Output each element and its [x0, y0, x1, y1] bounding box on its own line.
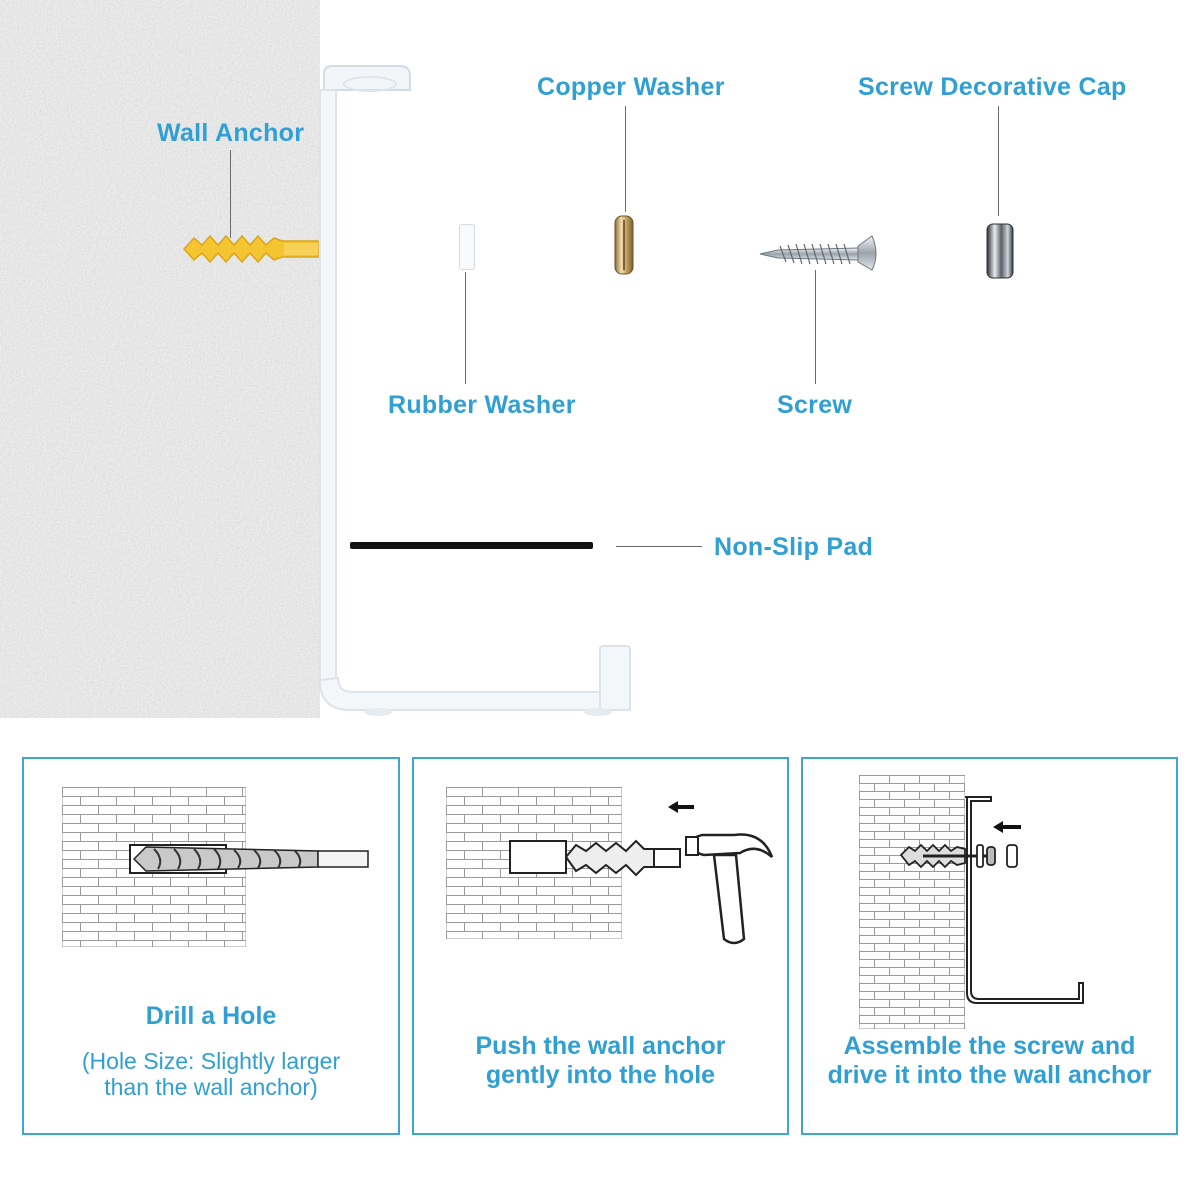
wall-anchor-label: Wall Anchor — [157, 119, 305, 147]
screw-label: Screw — [777, 391, 853, 419]
step-1-title: Drill a Hole — [145, 1002, 277, 1030]
step-3-panel — [801, 757, 1178, 1135]
step-2-title-line2: gently into the hole — [485, 1061, 716, 1089]
non-slip-pad-label: Non-Slip Pad — [714, 533, 874, 561]
bracket-screw-icon — [893, 793, 1093, 1009]
push-arrow-icon — [666, 799, 696, 815]
screw-icon — [758, 232, 884, 272]
hammer-icon — [684, 829, 784, 949]
copper-washer-leader — [625, 106, 626, 212]
non-slip-pad-leader — [616, 546, 702, 547]
step-2-title-line1: Push the wall anchor — [475, 1032, 726, 1060]
step-1-panel — [22, 757, 400, 1135]
wall-texture — [0, 0, 320, 718]
rubber-washer-leader — [465, 272, 466, 384]
step-3-title-line2: drive it into the wall anchor — [827, 1061, 1152, 1089]
anchor-insert-icon — [508, 835, 698, 881]
step-1-note-line1: (Hole Size: Slightly larger — [81, 1048, 341, 1074]
screw-cap-label: Screw Decorative Cap — [858, 73, 1127, 101]
wall-anchor-leader — [230, 150, 231, 238]
copper-washer-label: Copper Washer — [537, 73, 725, 101]
screw-cap-icon — [984, 222, 1016, 280]
wall-anchor-icon — [180, 232, 330, 266]
rubber-washer-label: Rubber Washer — [388, 391, 576, 419]
non-slip-pad-icon — [350, 542, 593, 549]
screw-leader — [815, 270, 816, 384]
drill-bit-icon — [128, 841, 372, 877]
screw-cap-leader — [998, 106, 999, 216]
step-1-note-line2: than the wall anchor) — [104, 1074, 318, 1100]
copper-washer-icon — [612, 214, 636, 276]
step-3-title-line1: Assemble the screw and — [843, 1032, 1136, 1060]
rubber-washer-icon — [459, 224, 475, 270]
step-2-panel — [412, 757, 789, 1135]
